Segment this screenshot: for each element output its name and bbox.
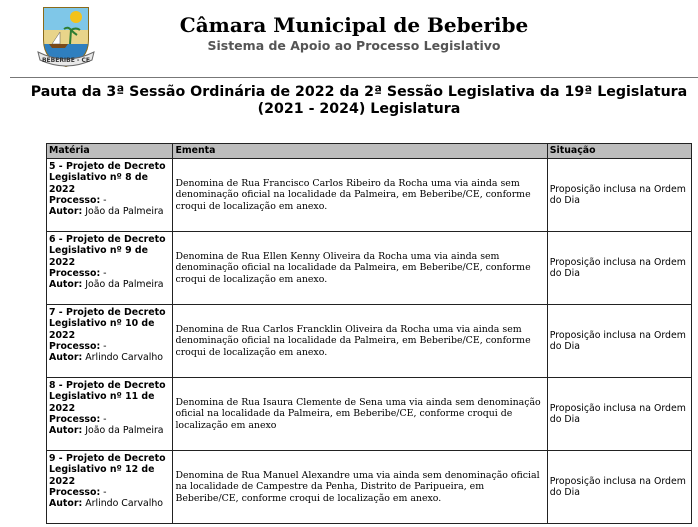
processo-value: - xyxy=(100,267,107,279)
autor-value: João da Palmeira xyxy=(82,206,164,218)
autor-value: Arlindo Carvalho xyxy=(82,498,164,510)
materia-cell xyxy=(47,305,173,378)
situacao-cell: Proposição inclusa na Ordem do Dia xyxy=(547,378,691,451)
ementa-cell: Denomina de Rua Manuel Alexandre uma via ainda sem denominação oficial na localidade de Campestre da Penha, Distrito de Paripueira, em Beberibe/CE, conforme croqui de localização em anexo. xyxy=(173,451,547,524)
autor-value: João da Palmeira xyxy=(82,425,164,437)
table-row xyxy=(47,159,692,232)
table-body xyxy=(47,159,692,524)
autor-label: Autor: xyxy=(49,206,83,218)
column-header-situacao: Situação xyxy=(547,144,691,159)
autor-label: Autor: xyxy=(49,352,83,364)
autor-value: Arlindo Carvalho xyxy=(82,352,164,364)
materia-title[interactable]: 9 - Projeto de Decreto Legislativo nº 12 de 2022 xyxy=(49,453,166,487)
column-header-ementa: Ementa xyxy=(173,144,547,159)
pauta-title: Pauta da 3ª Sessão Ordinária de 2022 da 2ª Sessão Legislativa da 19ª Legislatura (2021 - 2024) Legislatura xyxy=(30,84,688,117)
materia-cell xyxy=(47,232,173,305)
ementa-cell: Denomina de Rua Ellen Kenny Oliveira da Rocha uma via ainda sem denominação oficial na localidade da Palmeira, em Beberibe/CE, conforme croqui de localização em anexo. xyxy=(173,232,547,305)
materia-cell xyxy=(47,451,173,524)
column-header-materia: Matéria xyxy=(47,144,173,159)
processo-label: Processo: xyxy=(49,413,101,425)
table-row xyxy=(47,232,692,305)
autor-value: João da Palmeira xyxy=(82,279,164,291)
table-row xyxy=(47,305,692,378)
materia-cell xyxy=(47,159,173,232)
materia-title[interactable]: 8 - Projeto de Decreto Legislativo nº 11 de 2022 xyxy=(49,380,166,414)
page-subtitle: Sistema de Apoio ao Processo Legislativo xyxy=(207,38,501,53)
ementa-cell: Denomina de Rua Isaura Clemente de Sena uma via ainda sem denominação oficial na localidade da Palmeira, em Beberibe/CE, conforme croqui de localização em anexo xyxy=(173,378,547,451)
processo-label: Processo: xyxy=(49,486,101,498)
materia-title[interactable]: 6 - Projeto de Decreto Legislativo nº 9 de 2022 xyxy=(49,234,166,268)
page-header xyxy=(0,0,698,78)
situacao-cell: Proposição inclusa na Ordem do Dia xyxy=(547,305,691,378)
autor-label: Autor: xyxy=(49,279,83,291)
header-divider xyxy=(10,77,698,78)
processo-label: Processo: xyxy=(49,194,101,206)
autor-label: Autor: xyxy=(49,425,83,437)
ementa-cell: Denomina de Rua Francisco Carlos Ribeiro da Rocha uma via ainda sem denominação oficial na localidade da Palmeira, em Beberibe/CE, conforme croqui de localização em anexo. xyxy=(173,159,547,232)
autor-label: Autor: xyxy=(49,498,83,510)
logo-text: BEBERIBE - CE xyxy=(41,57,91,64)
page-title: Câmara Municipal de Beberibe xyxy=(179,13,529,37)
processo-label: Processo: xyxy=(49,267,101,279)
processo-label: Processo: xyxy=(49,340,101,352)
materia-title[interactable]: 7 - Projeto de Decreto Legislativo nº 10 de 2022 xyxy=(49,307,166,341)
materia-title[interactable]: 5 - Projeto de Decreto Legislativo nº 8 de 2022 xyxy=(49,161,166,195)
processo-value: - xyxy=(100,194,107,206)
materia-cell xyxy=(47,378,173,451)
situacao-cell: Proposição inclusa na Ordem do Dia xyxy=(547,451,691,524)
situacao-cell: Proposição inclusa na Ordem do Dia xyxy=(547,232,691,305)
processo-value: - xyxy=(100,340,107,352)
situacao-cell: Proposição inclusa na Ordem do Dia xyxy=(547,159,691,232)
table-header-row xyxy=(47,144,692,159)
processo-value: - xyxy=(100,486,107,498)
ementa-cell: Denomina de Rua Carlos Francklin Oliveira da Rocha uma via ainda sem denominação oficial na localidade da Palmeira, em Beberibe/CE, conforme croqui de localização em anexo. xyxy=(173,305,547,378)
pauta-table xyxy=(46,143,692,524)
table-row xyxy=(47,378,692,451)
processo-value: - xyxy=(100,413,107,425)
table-row xyxy=(47,451,692,524)
